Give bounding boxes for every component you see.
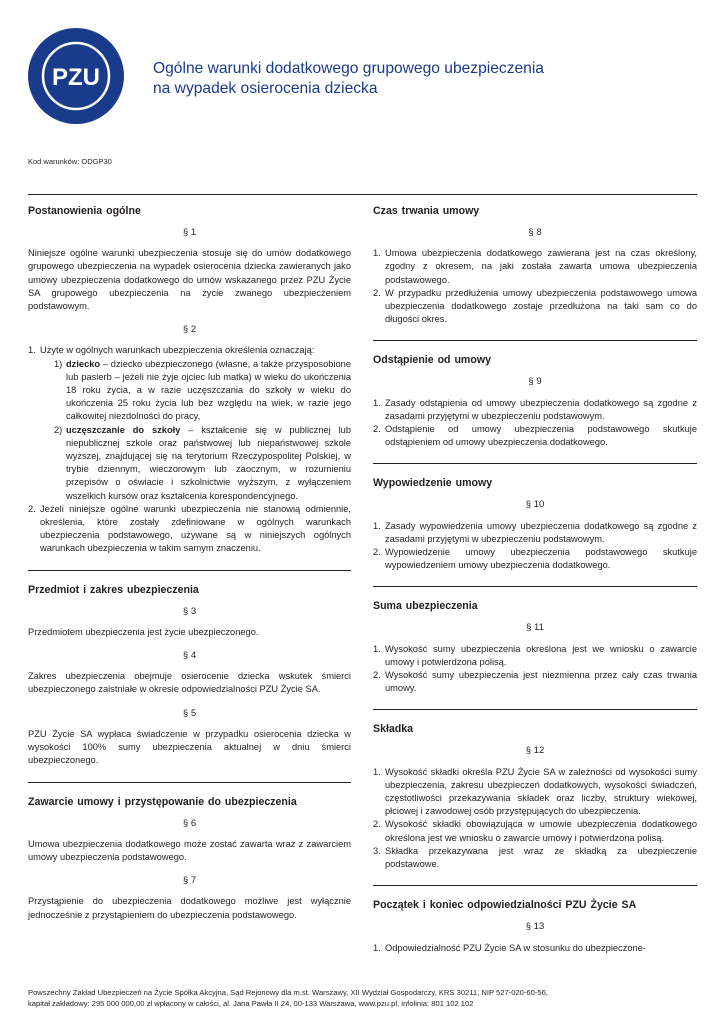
paragraph-text: Umowa ubezpieczenia dodatkowego może zostać zawarta wraz z zawarciem umowy ubezpieczenia podstawowego. — [28, 838, 351, 862]
pzu-logo — [28, 28, 124, 124]
definition-text: – kształcenie się w publicznej lub niepublicznej szkole oraz państwowej lub niepaństwowej szkole wyższej, znajdującej się na terytorium Rzeczypospolitej Polskiej, w trybie dziennym, wieczorowym lub zaocznym, w rozumieniu przepisów o oświacie i szkolnictwie wyższym, z wyłączeniem wszelkich kursów oraz kształcenia korespondencyjnego. — [66, 424, 351, 501]
numbered-list — [373, 247, 697, 326]
item-number: 2. — [373, 424, 381, 435]
paragraph-number: § 8 — [528, 227, 542, 238]
item-text: Wypowiedzenie umowy ubezpieczenia podstawowego skutkuje wypowiedzeniem umowy ubezpieczenia dodatkowego. — [385, 547, 697, 571]
sub-item-number: 1) — [54, 358, 63, 369]
heading-premium: Składka — [373, 723, 414, 736]
heading-sum-insured: Suma ubezpieczenia — [373, 600, 478, 613]
section-divider — [373, 885, 697, 886]
item-text: Wysokość sumy ubezpieczenia określona jest we wniosku o zawarcie umowy i potwierdzona polisą. — [385, 643, 697, 667]
paragraph-text: PZU Życie SA wypłaca świadczenie w przypadku osierocenia dziecka w wysokości 100% sumy ubezpieczenia aktualnej w dniu śmierci ubezpieczonego. — [28, 728, 351, 766]
item-number: 1. — [373, 766, 381, 777]
item-text: Wysokość składki obowiązująca w umowie ubezpieczenia dodatkowego określona jest we wniosku o zawarcie umowy i potwierdzona polisą. — [385, 819, 697, 843]
paragraph-number: § 3 — [182, 605, 197, 617]
list-item — [373, 520, 697, 546]
defined-term: uczęszczanie do szkoły — [66, 424, 181, 435]
heading-termination: Wypowiedzenie umowy — [373, 477, 493, 490]
list-item — [373, 669, 697, 695]
conditions-code: Kod warunków: ODGP30 — [28, 157, 112, 166]
item-number: 1. — [373, 643, 381, 654]
item-text: W przypadku przedłużenia umowy ubezpieczenia podstawowego umowa ubezpieczenia dodatkowego zostaje przedłużona na taki sam co do długości okres. — [385, 287, 697, 325]
list-item — [373, 546, 697, 572]
sub-item-number: 2) — [54, 424, 63, 435]
item-text: Składka przekazywana jest wraz ze składką za ubezpieczenie podstawowe. — [385, 845, 697, 870]
paragraph-text: Przedmiotem ubezpieczenia jest życie ubezpieczonego. — [28, 626, 259, 637]
paragraph-number: § 13 — [525, 921, 545, 933]
numbered-list — [373, 643, 697, 696]
paragraph-text: Przystąpienie do ubezpieczenia dodatkowego możliwe jest wyłącznie jednocześnie z przystąpieniem do ubezpieczenia podstawowego. — [28, 896, 351, 920]
item-text: Zasady wypowiedzenia umowy ubezpieczenia dodatkowego są zgodne z zasadami przyjętymi w ubezpieczeniu podstawowym. — [385, 520, 697, 544]
list-item — [373, 423, 697, 449]
numbered-list — [373, 520, 697, 573]
heading-withdrawal: Odstąpienie od umowy — [373, 354, 491, 367]
item-number: 1. — [373, 397, 381, 408]
list-item — [28, 503, 351, 556]
item-text: Zasady odstąpienia od umowy ubezpieczenia dodatkowego są zgodne z zasadami przyjętymi w ubezpieczeniu podstawowym. — [385, 397, 697, 421]
list-item — [28, 344, 351, 502]
list-item — [373, 643, 697, 669]
item-number: 2. — [373, 547, 381, 558]
document-title — [153, 59, 693, 99]
left-column — [28, 201, 351, 932]
section-divider — [373, 586, 697, 587]
paragraph-number: § 4 — [182, 650, 197, 662]
numbered-list — [373, 942, 697, 955]
list-item — [373, 942, 697, 955]
footer-line-1: Powszechny Zakład Ubezpieczeń na Życie Spółka Akcyjna, Sąd Rejonowy dla m.st. Warszawy, XII Wydział Gospodarczy, KRS 30211, NIP 527-020-60-56, — [28, 988, 548, 997]
item-text: Wysokość sumy ubezpieczenia jest niezmienna przez cały czas trwania umowy. — [385, 670, 697, 694]
heading-subject-scope: Przedmiot i zakres ubezpieczenia — [28, 583, 199, 596]
defined-term: dziecko — [66, 358, 101, 369]
header-divider — [28, 194, 697, 195]
item-number: 2. — [28, 503, 36, 514]
item-text: Wysokość składki określa PZU Życie SA w zależności od wysokości sumy ubezpieczenia, zakresu ubezpieczeń dodatkowych, wysokości świadczeń, częstotliwości przekazywania składek oraz liczby, struktury wiekowej, płciowej i zawodowej osób przystępujących do ubezpieczenia. — [385, 766, 697, 817]
section-divider — [28, 782, 351, 783]
item-number: 1. — [373, 942, 381, 953]
item-text: Odstąpienie od umowy ubezpieczenia podstawowego skutkuje odstąpieniem od umowy ubezpieczenia dodatkowego. — [385, 424, 697, 448]
list-item — [373, 247, 697, 287]
item-number: 1. — [373, 520, 381, 531]
item-text: Odpowiedzialność PZU Życie SA w stosunku do ubezpieczone- — [385, 942, 646, 953]
item-number: 2. — [373, 819, 381, 830]
sub-list — [40, 358, 351, 503]
paragraph-number: § 10 — [525, 499, 545, 511]
title-line-1: Ogólne warunki dodatkowego grupowego ubezpieczenia — [153, 60, 544, 77]
numbered-list — [373, 397, 697, 450]
list-item — [373, 397, 697, 423]
paragraph-number: § 2 — [182, 324, 197, 336]
item-number: 3. — [373, 845, 381, 856]
paragraph-number: § 7 — [182, 875, 197, 887]
paragraph-number: § 1 — [182, 227, 197, 238]
definition-text: – dziecko ubezpieczonego (własne, a także przysposobione lub pasierb – jeżeli nie żyje ojciec lub matka) w wieku do ukończenia 18 roku życia, a w razie uczęszczania do szkoły w wieku do ukończenia 25 roku życia lub bez względu na wiek, w razie jego całkowitej niezdolności do pracy, — [66, 358, 351, 422]
item-number: 2. — [373, 287, 381, 298]
paragraph-text: Niniejsze ogólne warunki ubezpieczenia stosuje się do umów dodatkowego grupowego ubezpieczenia na wypadek osierocenia dziecka zawieranych jako umowy ubezpieczenia dodatkowego do umów wskazanego przez PZU Życie SA grupowego ubezpieczenia na życie zwanego ubezpieczeniem podstawowym. — [28, 248, 351, 312]
footer-line-2: kapitał zakładowy: 295 000 000,00 zł wpłacony w całości, al. Jana Pawła II 24, 00-133 Warszawa, www.pzu.pl, infolinia: 801 102 102 — [28, 999, 474, 1008]
item-number: 1. — [373, 248, 381, 259]
paragraph-number: § 12 — [525, 745, 545, 757]
section-divider — [373, 709, 697, 710]
paragraph-number: § 11 — [526, 622, 544, 634]
paragraph-number: § 6 — [182, 817, 197, 829]
list-item — [373, 845, 697, 871]
item-number: 1. — [28, 345, 36, 356]
list-item — [373, 287, 697, 327]
paragraph-number: § 5 — [182, 707, 197, 719]
heading-liability-period: Początek i koniec odpowiedzialności PZU Życie SA — [373, 899, 637, 912]
list-item — [373, 818, 697, 844]
right-column — [373, 201, 697, 965]
item-text: Umowa ubezpieczenia dodatkowego zawierana jest na czas określony, zgodny z okresem, na jaki została zawarta umowa ubezpieczenia podstawowego. — [385, 248, 697, 285]
heading-contract-duration: Czas trwania umowy — [373, 205, 480, 217]
heading-general-provisions: Postanowienia ogólne — [28, 205, 141, 217]
item-number: 2. — [373, 670, 381, 681]
paragraph-number: § 9 — [528, 376, 542, 388]
legal-footer — [28, 987, 697, 1009]
section-divider — [373, 463, 697, 464]
definitions-list — [28, 344, 351, 555]
list-item — [373, 766, 697, 819]
sub-item — [40, 358, 351, 424]
section-divider — [28, 570, 351, 571]
heading-contract-conclusion: Zawarcie umowy i przystępowanie do ubezpieczenia — [28, 795, 297, 808]
section-divider — [373, 340, 697, 341]
paragraph-text: Zakres ubezpieczenia obejmuje osierocenie dziecka wskutek śmierci ubezpieczonego zaistniałe w okresie odpowiedzialności PZU Życie SA. — [28, 671, 351, 695]
sub-item — [40, 424, 351, 503]
item-text: Użyte w ogólnych warunkach ubezpieczenia określenia oznaczają: — [40, 345, 315, 356]
title-line-2: na wypadek osierocenia dziecka — [153, 80, 378, 97]
numbered-list — [373, 766, 697, 872]
item-text: Jeżeli niniejsze ogólne warunki ubezpieczenia nie stanowią odmiennie, określenia, które zostały zdefiniowane w ogólnych warunkach ubezpieczenia podstawowego, używane są w niniejszych ogólnych warunkach ubezpieczenia w takim samym znaczeniu. — [40, 503, 351, 554]
logo-text: PZU — [52, 64, 100, 91]
